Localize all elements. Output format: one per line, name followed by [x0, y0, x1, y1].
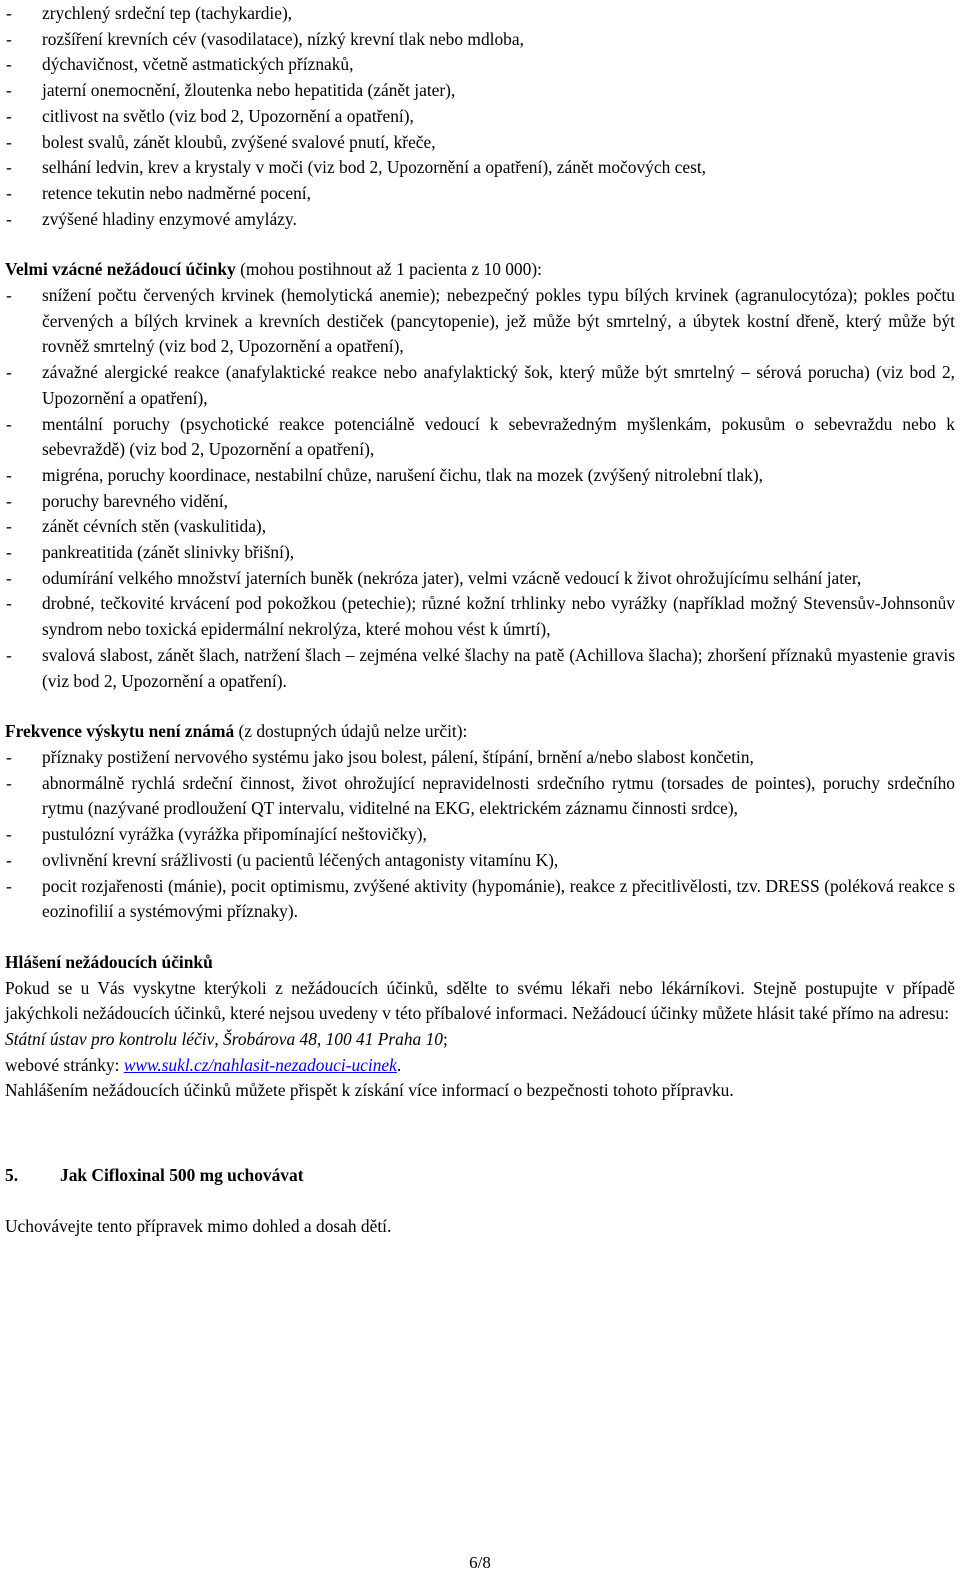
institute-end: ;	[442, 1029, 448, 1050]
list-item: - abnormálně rychlá srdeční činnost, život ohrožující nepravidelnosti srdečního rytmu (torsades de pointes), poruchy srdečního rytmu (nazývané prodloužení QT intervalu, viditelné na EKG, elektrickém záznamu činnosti srdce),	[5, 771, 955, 822]
list-item: - migréna, poruchy koordinace, nestabilní chůze, narušení čichu, tlak na mozek (zvýšený nitrolební tlak),	[5, 463, 955, 489]
list-item: - zánět cévních stěn (vaskulitida),	[5, 514, 955, 540]
list-item: - selhání ledvin, krev a krystaly v moči (viz bod 2, Upozornění a opatření), zánět močových cest,	[5, 155, 955, 181]
chapter-body-text: Uchovávejte tento přípravek mimo dohled a dosah dětí.	[5, 1215, 392, 1236]
list-item: - citlivost na světlo (viz bod 2, Upozornění a opatření),	[5, 104, 955, 130]
list-item: - zrychlený srdeční tep (tachykardie),	[5, 1, 955, 27]
very-rare-heading-bold: Velmi vzácné nežádoucí účinky	[5, 259, 236, 280]
list-item: - rozšíření krevních cév (vasodilatace), nízký krevní tlak nebo mdloba,	[5, 27, 955, 53]
list-item: - bolest svalů, zánět kloubů, zvýšené svalové pnutí, křeče,	[5, 130, 955, 156]
reporting-section	[5, 950, 955, 1104]
institute-line	[5, 1027, 955, 1053]
list-item: - snížení počtu červených krvinek (hemolytická anemie); nebezpečný pokles typu bílých krvinek (agranulocytóza); pokles počtu červených a bílých krvinek a krevních destiček (pancytopenie), jež může být smrtelný, a úbytek kostní dřeně, který může být rovněž smrtelný (viz bod 2, Upozornění a opatření),	[5, 283, 955, 360]
institute-name: Státní ústav pro kontrolu léčiv	[5, 1029, 215, 1050]
web-link[interactable]: www.sukl.cz/nahlasit-nezadouci-ucinek	[123, 1054, 397, 1075]
web-label: webové stránky:	[5, 1054, 124, 1075]
list-item: - svalová slabost, zánět šlach, natržení šlach – zejména velké šlachy na patě (Achillova šlacha); zhoršení příznaků myastenie gravis (viz bod 2, Upozornění a opatření).	[5, 643, 955, 694]
web-line	[5, 1053, 955, 1079]
side-effects-list-top	[5, 1, 955, 232]
list-item: - zvýšené hladiny enzymové amylázy.	[5, 207, 955, 233]
list-item: - pocit rozjařenosti (mánie), pocit optimismu, zvýšené aktivity (hypománie), reakce z přecitlivělosti, tzv. DRESS (poléková reakce s eozinofilií a systémovými příznaky).	[5, 874, 955, 925]
very-rare-list	[5, 283, 955, 694]
very-rare-heading	[5, 257, 955, 283]
reporting-paragraph: Pokud se u Vás vyskytne kterýkoli z nežádoucích účinků, sdělte to svému lékaři nebo lékárníkovi. Stejně postupujte v případě jakýchkoli nežádoucích účinků, které nejsou uvedeny v této příbalové informaci. Nežádoucí účinky můžete hlásit také přímo na adresu:	[5, 977, 955, 1024]
reporting-closing-paragraph: Nahlášením nežádoucích účinků můžete přispět k získání více informací o bezpečnosti tohoto přípravku.	[5, 1080, 734, 1101]
unknown-frequency-heading-rest: (z dostupných údajů nelze určit):	[234, 721, 468, 742]
list-item: - drobné, tečkovité krvácení pod pokožkou (petechie); různé kožní trhlinky nebo vyrážky (například možný Stevensův-Johnsonův syndrom nebo toxická epidermální nekrolýza, které mohou vést k úmrtí),	[5, 591, 955, 642]
document-page	[5, 1, 955, 1240]
very-rare-heading-rest: (mohou postihnout až 1 pacienta z 10 000):	[235, 259, 542, 280]
list-item: - pustulózní vyrážka (vyrážka připomínající neštovičky),	[5, 822, 955, 848]
unknown-frequency-list	[5, 745, 955, 925]
web-end: .	[396, 1054, 402, 1075]
chapter-number: 5.	[5, 1165, 19, 1186]
institute-address: Šrobárova 48, 100 41 Praha 10	[223, 1029, 443, 1050]
unknown-frequency-heading	[5, 719, 955, 745]
list-item: - jaterní onemocnění, žloutenka nebo hepatitida (zánět jater),	[5, 78, 955, 104]
list-item: - dýchavičnost, včetně astmatických příznaků,	[5, 52, 955, 78]
very-rare-section	[5, 257, 955, 694]
list-item: - závažné alergické reakce (anafylaktické reakce nebo anafylaktický šok, který může být smrtelný – sérová porucha) (viz bod 2, Upozornění a opatření),	[5, 360, 955, 411]
reporting-heading	[5, 950, 955, 976]
unknown-frequency-heading-bold: Frekvence výskytu není známá	[5, 721, 235, 742]
institute-separator: ,	[214, 1029, 224, 1050]
list-item: - příznaky postižení nervového systému jako jsou bolest, pálení, štípání, brnění a/nebo slabost končetin,	[5, 745, 955, 771]
list-item: - retence tekutin nebo nadměrné pocení,	[5, 181, 955, 207]
list-item: - odumírání velkého množství jaterních buněk (nekróza jater), velmi vzácně vedoucí k život ohrožujícímu selhání jater,	[5, 566, 955, 592]
list-item: - ovlivnění krevní srážlivosti (u pacientů léčených antagonisty vitamínu K),	[5, 848, 955, 874]
unknown-frequency-section	[5, 719, 955, 925]
list-item: - mentální poruchy (psychotické reakce potenciálně vedoucí k sebevražedným myšlenkám, pokusům o sebevraždu nebo k sebevraždě) (viz bod 2, Upozornění a opatření),	[5, 412, 955, 463]
chapter-title: Jak Cifloxinal 500 mg uchovávat	[60, 1165, 304, 1186]
reporting-heading-text: Hlášení nežádoucích účinků	[5, 951, 213, 972]
chapter-heading	[5, 1163, 955, 1189]
list-item: - poruchy barevného vidění,	[5, 489, 955, 515]
list-item: - pankreatitida (zánět slinivky břišní),	[5, 540, 955, 566]
page-number: 6/8	[469, 1553, 491, 1572]
